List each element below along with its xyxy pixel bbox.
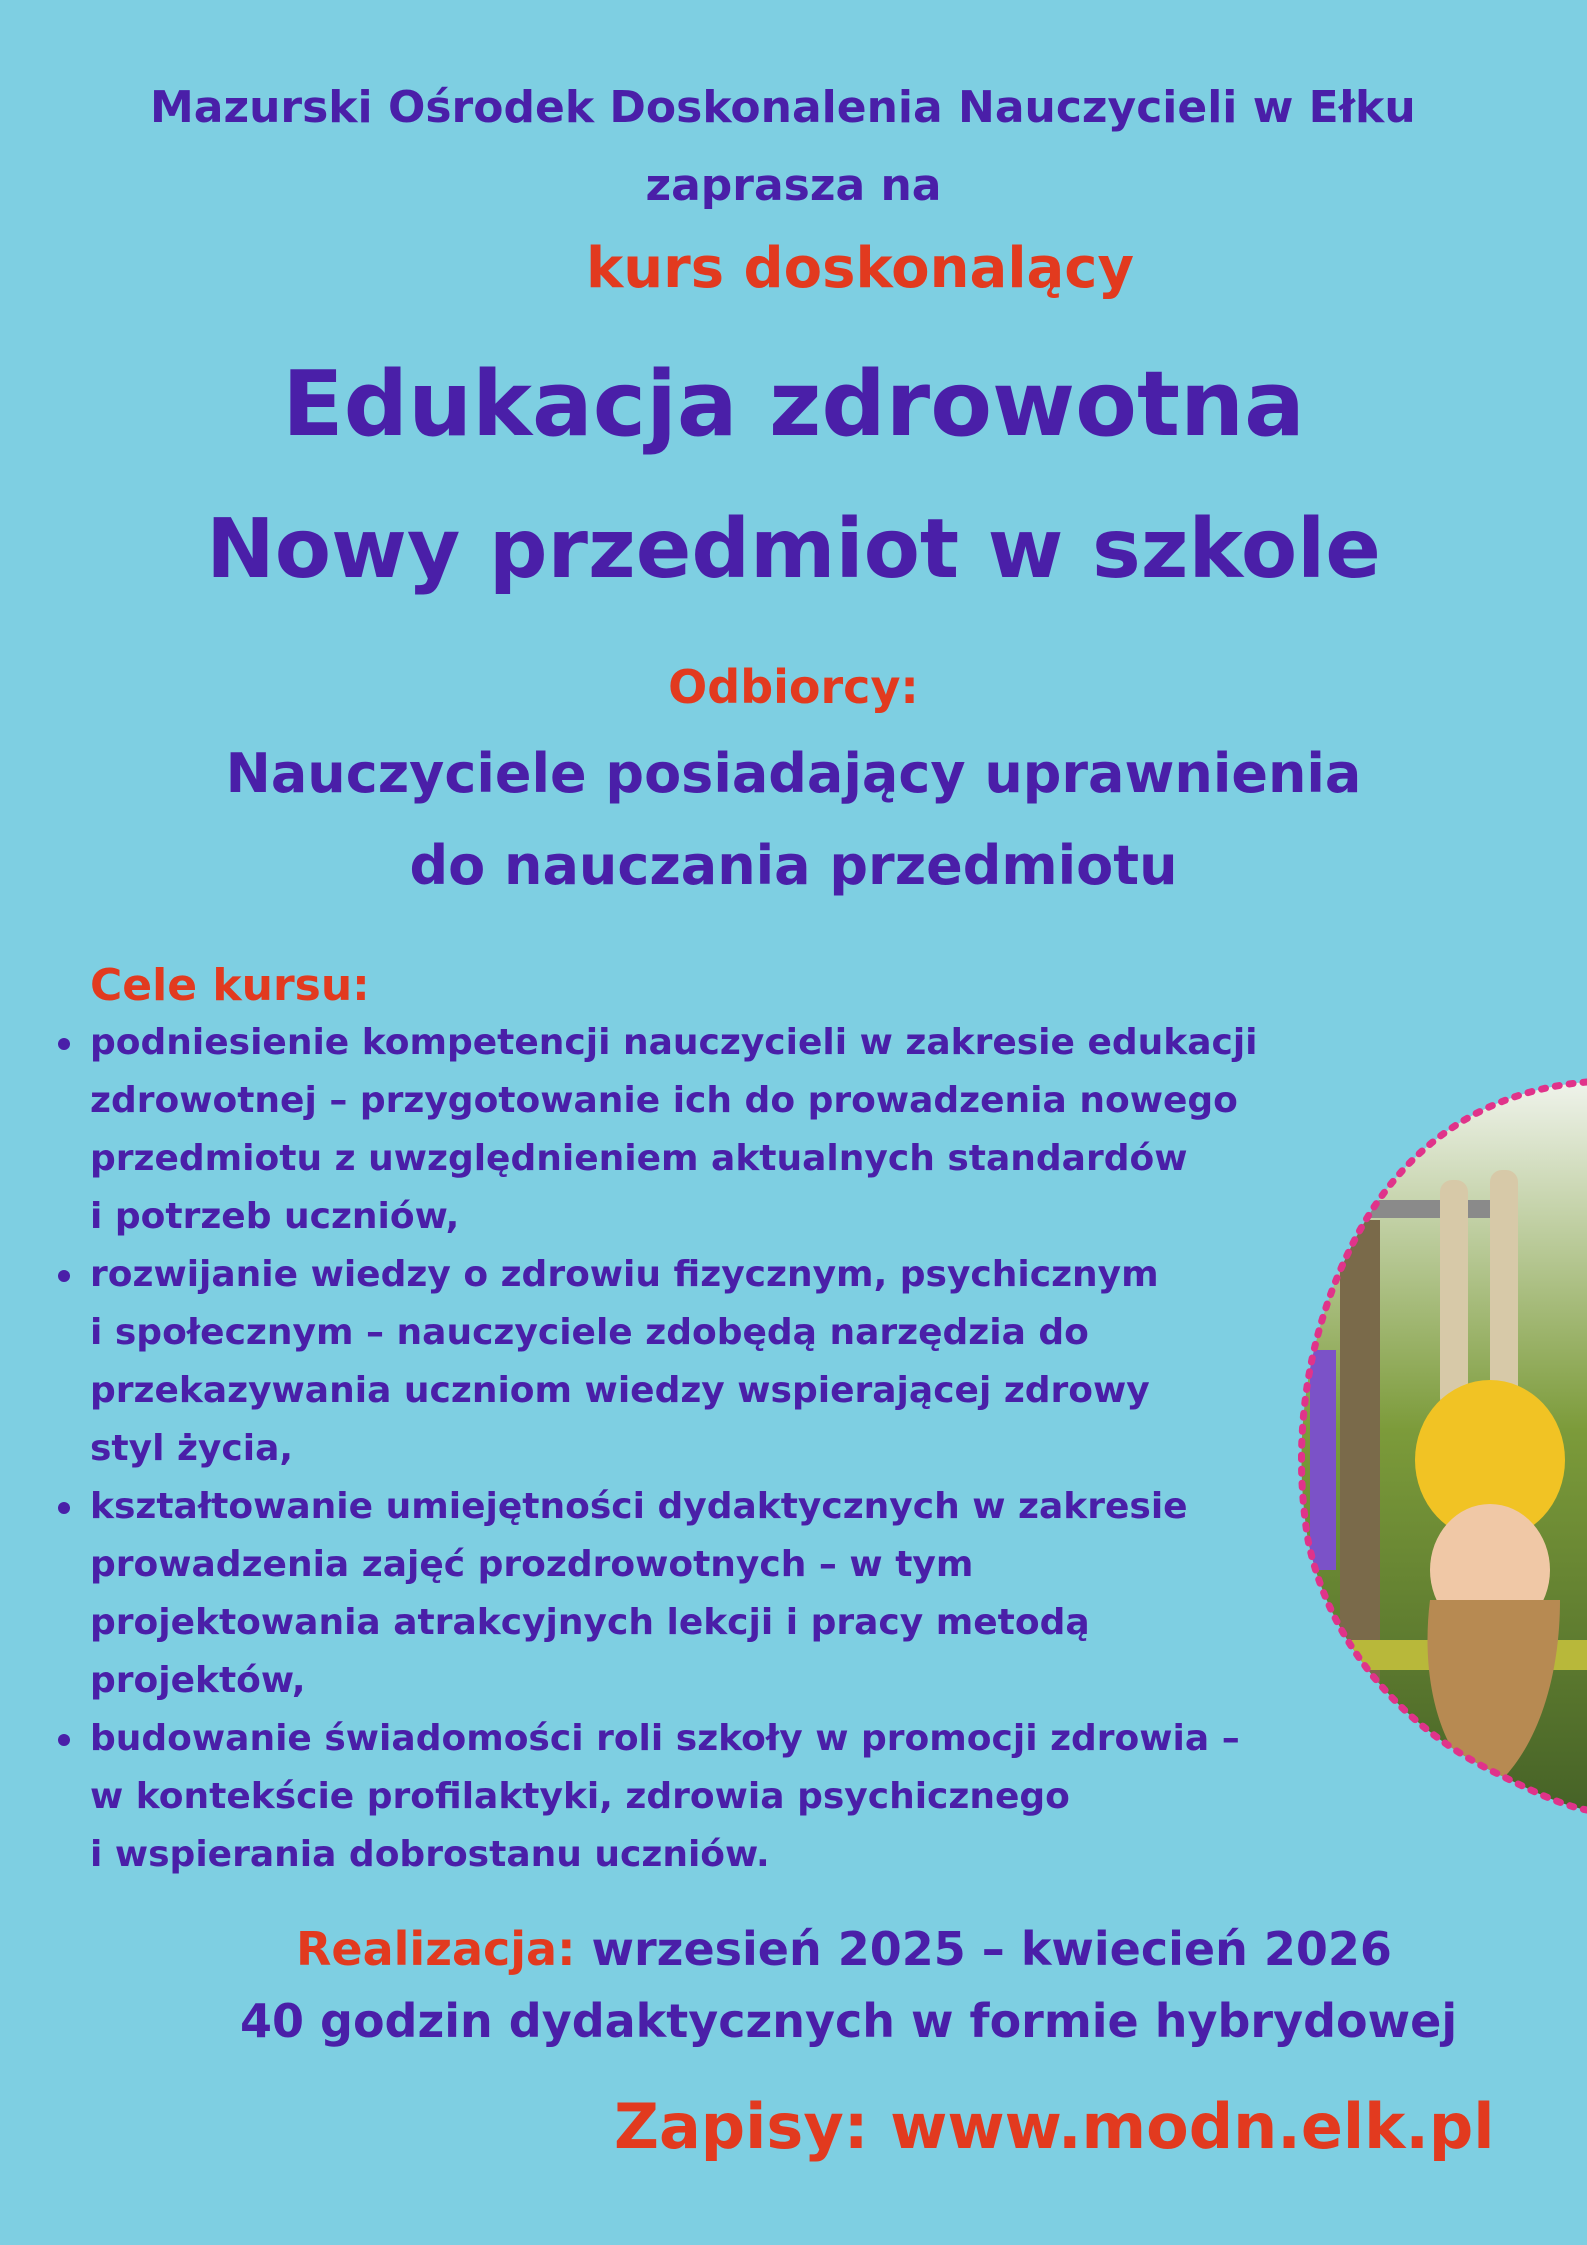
goal-line: rozwijanie wiedzy o zdrowiu fizycznym, psychicznym xyxy=(90,1254,1159,1295)
goal-item xyxy=(50,1710,1280,1884)
audience-line: do nauczania przedmiotu xyxy=(409,834,1178,897)
bullet-icon xyxy=(58,1502,70,1514)
goal-line: przedmiotu z uwzględnieniem aktualnych standardów xyxy=(90,1138,1188,1179)
goal-line: projektowania atrakcyjnych lekcji i pracy metodą xyxy=(90,1602,1090,1643)
goal-line: podniesienie kompetencji nauczycieli w zakresie edukacji xyxy=(90,1022,1258,1063)
goal-line: styl życia, xyxy=(90,1428,294,1469)
course-title: Edukacja zdrowotna xyxy=(282,352,1305,457)
invitation-text: zaprasza na xyxy=(645,160,942,211)
goal-line: projektów, xyxy=(90,1660,306,1701)
bullet-icon xyxy=(58,1734,70,1746)
child-photo xyxy=(1190,1070,1587,1870)
goals-label: Cele kursu: xyxy=(90,960,370,1011)
goal-line: i społecznym – nauczyciele zdobędą narzędzia do xyxy=(90,1312,1089,1353)
goal-line: przekazywania uczniom wiedzy wspierającej zdrowy xyxy=(90,1370,1150,1411)
goal-item xyxy=(50,1246,1280,1478)
goal-line: prowadzenia zajęć prozdrowotnych – w tym xyxy=(90,1544,974,1585)
bullet-icon xyxy=(58,1270,70,1282)
realization-dates: wrzesień 2025 – kwiecień 2026 xyxy=(575,1922,1392,1976)
realization-label: Realizacja: xyxy=(296,1922,576,1976)
course-hours: 40 godzin dydaktycznych w formie hybrydowej xyxy=(240,1994,1458,2048)
goal-line: i wspierania dobrostanu uczniów. xyxy=(90,1834,770,1875)
realization-info xyxy=(296,1922,1392,1976)
goal-line: kształtowanie umiejętności dydaktycznych w zakresie xyxy=(90,1486,1188,1527)
signup-link[interactable]: Zapisy: www.modn.elk.pl xyxy=(614,2090,1495,2163)
audience-label: Odbiorcy: xyxy=(668,660,919,714)
goal-line: budowanie świadomości roli szkoły w promocji zdrowia – xyxy=(90,1718,1240,1759)
goal-line: w kontekście profilaktyki, zdrowia psychicznego xyxy=(90,1776,1070,1817)
goal-line: zdrowotnej – przygotowanie ich do prowadzenia nowego xyxy=(90,1080,1238,1121)
course-subtitle: Nowy przedmiot w szkole xyxy=(206,502,1381,597)
course-type: kurs doskonalący xyxy=(586,236,1134,301)
organizer-name: Mazurski Ośrodek Doskonalenia Nauczycieli w Ełku xyxy=(150,82,1416,133)
bullet-icon xyxy=(58,1038,70,1050)
goal-line: i potrzeb uczniów, xyxy=(90,1196,460,1237)
goal-item xyxy=(50,1014,1280,1246)
goals-list xyxy=(50,1014,1280,1884)
goal-item xyxy=(50,1478,1280,1710)
audience-line: Nauczyciele posiadający uprawnienia xyxy=(225,742,1362,805)
